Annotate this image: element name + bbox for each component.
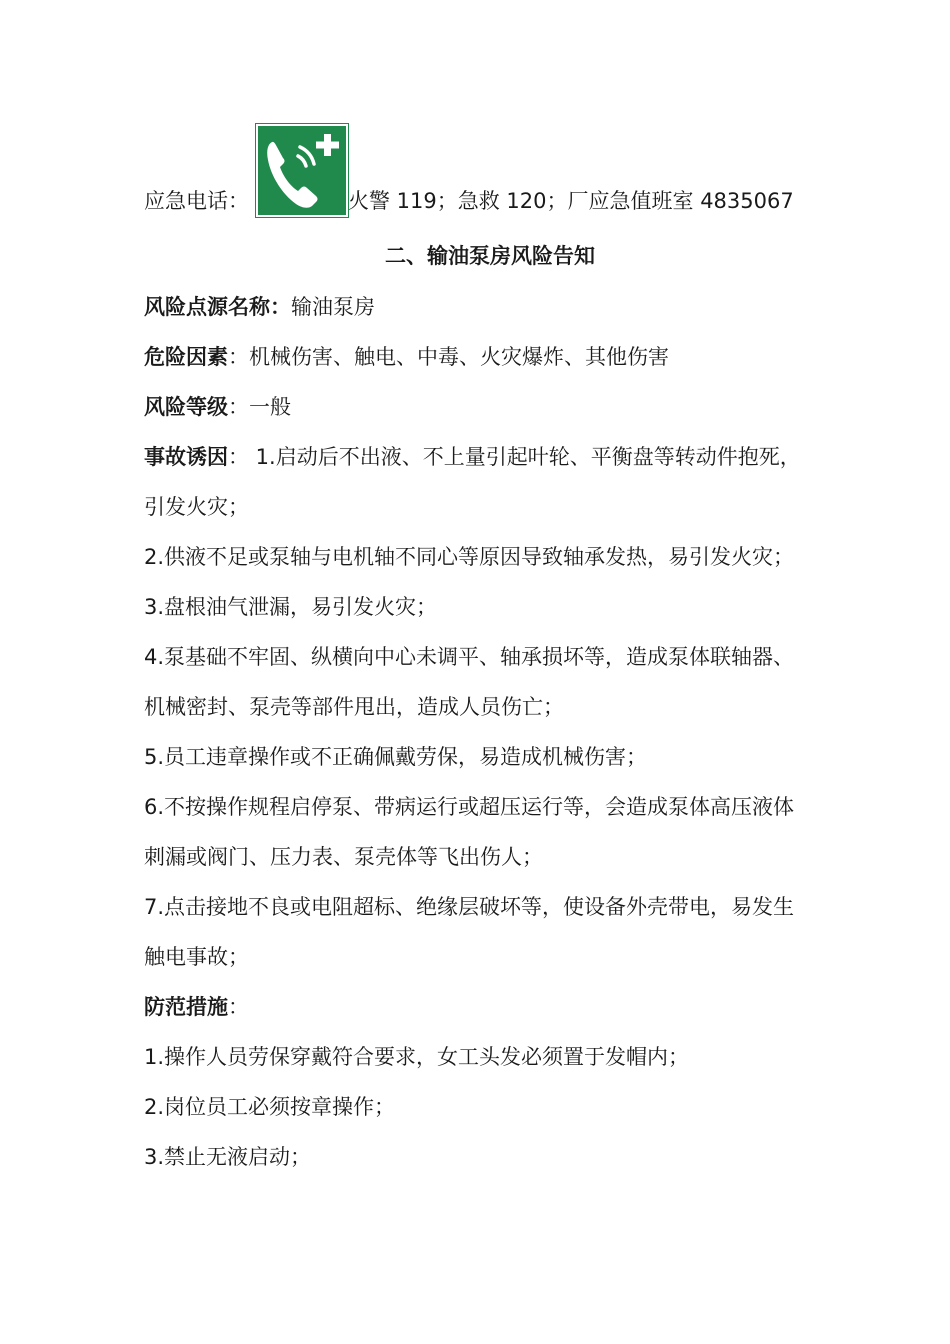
hazard-value: ：机械伤害、触电、中毒、火灾爆炸、其他伤害	[228, 345, 669, 369]
emergency-telephone-sign-icon	[256, 124, 348, 217]
prevention-label: 防范措施	[144, 995, 228, 1019]
cause-line: 4.泵基础不牢固、纵横向中心未调平、轴承损坏等，造成泵体联轴器、	[144, 645, 795, 669]
emergency-phone-label: 应急电话：	[144, 189, 249, 213]
risk-source-row	[144, 292, 375, 322]
prevention-heading-row	[144, 992, 249, 1022]
accident-cause-row	[144, 442, 801, 472]
cause-line: 2.供液不足或泵轴与电机轴不同心等原因导致轴承发热，易引发火灾；	[144, 545, 795, 569]
cause-line: 刺漏或阀门、压力表、泵壳体等飞出伤人；	[144, 845, 543, 869]
cause-line: 6.不按操作规程启停泵、带病运行或超压运行等，会造成泵体高压液体	[144, 795, 795, 819]
risk-level-label: 风险等级	[144, 395, 228, 419]
hazard-label: 危险因素	[144, 345, 228, 369]
risk-source-label: 风险点源名称：	[144, 295, 291, 319]
hazard-row	[144, 342, 669, 372]
prevention-item: 1.操作人员劳保穿戴符合要求，女工头发必须置于发帽内；	[144, 1045, 690, 1069]
cause-line: 7.点击接地不良或电阻超标、绝缘层破坏等，使设备外壳带电，易发生	[144, 895, 795, 919]
prevention-item: 3.禁止无液启动；	[144, 1145, 312, 1169]
telephone-icon	[258, 126, 346, 215]
section-title: 二、输油泵房风险告知	[385, 244, 595, 268]
emergency-phone-numbers: 火警 119；急救 120；厂应急值班室 4835067	[348, 189, 794, 213]
cause-line: 触电事故；	[144, 945, 249, 969]
prevention-colon: ：	[228, 995, 249, 1019]
cause-line: 引发火灾；	[144, 495, 249, 519]
cause-line: 5.员工违章操作或不正确佩戴劳保，易造成机械伤害；	[144, 745, 648, 769]
accident-cause-label: 事故诱因	[144, 445, 228, 469]
risk-source-value: 输油泵房	[291, 295, 375, 319]
cause-line: 机械密封、泵壳等部件甩出，造成人员伤亡；	[144, 695, 564, 719]
risk-level-value: ：一般	[228, 395, 291, 419]
prevention-item: 2.岗位员工必须按章操作；	[144, 1095, 396, 1119]
accident-cause-first-line: ： 1.启动后不出液、不上量引起叶轮、平衡盘等转动件抱死，	[228, 445, 801, 469]
risk-level-row	[144, 392, 291, 422]
cause-line: 3.盘根油气泄漏，易引发火灾；	[144, 595, 438, 619]
